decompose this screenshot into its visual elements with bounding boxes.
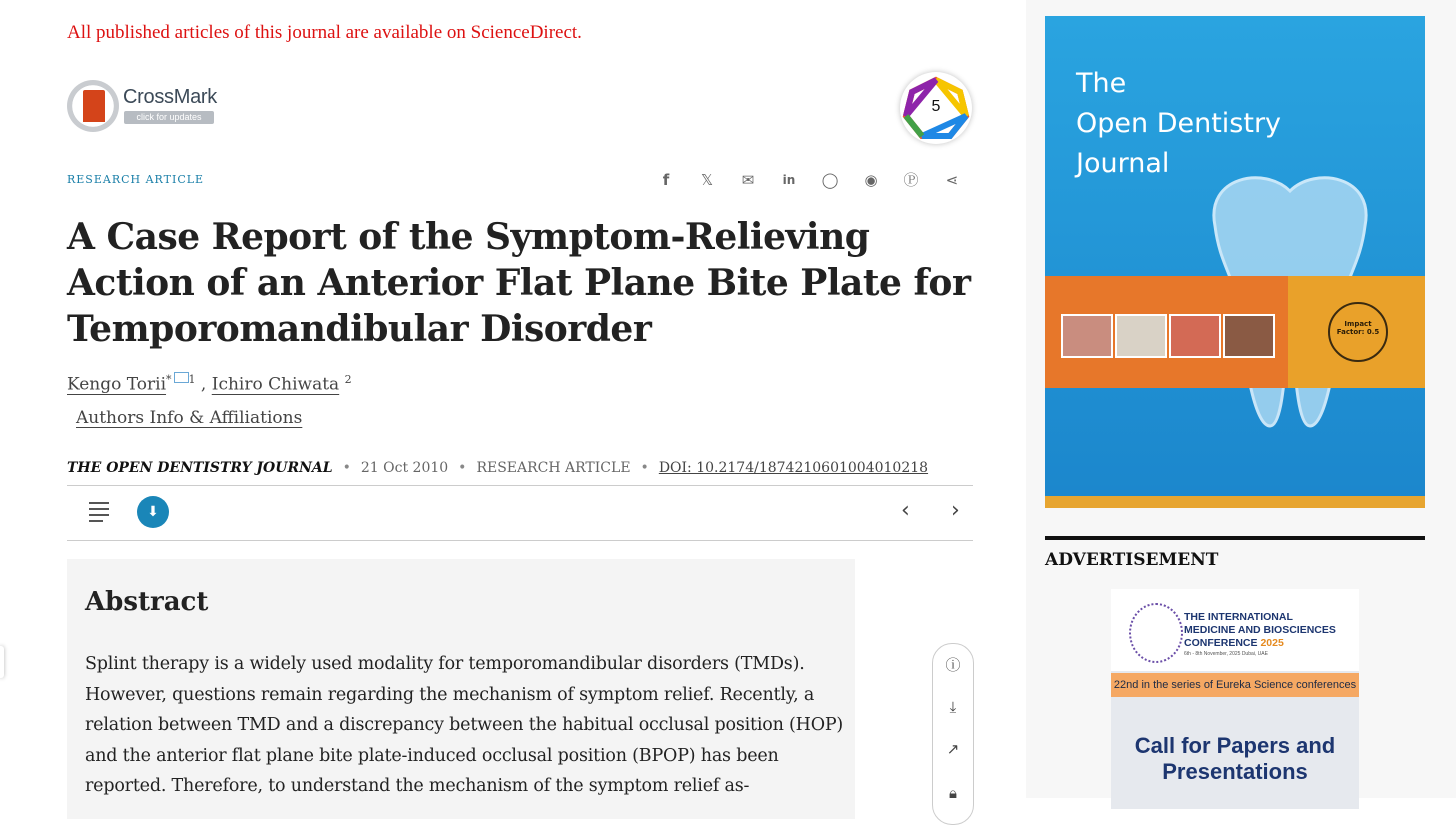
article-toolbar	[67, 486, 973, 541]
citation-reports-seal	[1328, 302, 1388, 362]
lock-icon[interactable]: 🔒︎	[949, 784, 957, 802]
article-meta: THE OPEN DENTISTRY JOURNAL • 21 Oct 2010 • RESEARCH ARTICLE • DOI: 10.2174/1874210601004010218	[67, 460, 929, 476]
affiliation-marker: 2	[344, 373, 352, 386]
meta-article-type: RESEARCH ARTICLE	[476, 460, 631, 476]
crossmark-badge[interactable]	[67, 80, 217, 134]
table-of-contents-icon[interactable]	[89, 502, 109, 522]
previous-article-icon[interactable]: ‹	[901, 498, 910, 523]
publish-date: 21 Oct 2010	[360, 460, 449, 476]
conference-logo-icon	[1129, 603, 1183, 663]
conference-advertisement[interactable]	[1111, 589, 1359, 809]
download-icon[interactable]: ⤓	[949, 698, 957, 716]
author-list: Kengo Torii* $^1$ , Ichiro Chiwata $^2$	[67, 373, 352, 395]
crossmark-bookmark-icon	[83, 90, 105, 122]
conference-name	[1184, 611, 1354, 650]
x-icon[interactable]: 𝕏	[700, 171, 714, 189]
ad-header	[1111, 589, 1359, 671]
facebook-icon[interactable]: f	[662, 171, 670, 189]
pdf-download-icon[interactable]: ⬇	[137, 496, 169, 528]
pinterest-icon[interactable]: Ⓟ	[903, 171, 919, 189]
crossmark-title: CrossMark	[123, 86, 217, 108]
wechat-icon[interactable]: ◉	[864, 171, 878, 189]
seal-text: Impact Factor: 0.5	[1336, 320, 1380, 336]
conference-series: 22nd in the series of Eureka Science conferences	[1111, 673, 1359, 697]
authors-info-link[interactable]: Authors Info & Affiliations	[76, 408, 303, 428]
journal-name[interactable]: THE OPEN DENTISTRY JOURNAL	[67, 460, 333, 476]
email-icon[interactable]	[174, 372, 189, 383]
doi-link[interactable]: DOI: 10.2174/1874210601004010218	[658, 460, 929, 476]
author-link[interactable]: Ichiro Chiwata	[211, 374, 340, 395]
cover-title-line: Journal	[1076, 148, 1170, 179]
metrics-trend-icon[interactable]: ↗	[946, 740, 960, 758]
cover-thumbnail	[1061, 314, 1113, 358]
linkedin-icon[interactable]: in	[782, 173, 796, 187]
dimensions-citation-badge[interactable]	[900, 72, 972, 144]
call-for-papers: Call for Papers and Presentations	[1134, 733, 1336, 784]
affiliation-marker: 1	[188, 373, 196, 386]
crossmark-subtitle: click for updates	[124, 111, 214, 124]
conference-name-line: THE INTERNATIONAL	[1184, 611, 1293, 623]
conference-name-line: CONFERENCE	[1184, 637, 1258, 649]
article-title: A Case Report of the Symptom-Relieving Action of an Anterior Flat Plane Bite Plate for Temporomandibular Disorder	[67, 216, 971, 350]
author-link[interactable]: Kengo Torii	[67, 374, 167, 395]
divider	[1045, 536, 1425, 540]
info-icon[interactable]: ⓘ	[945, 656, 961, 674]
cover-band	[1045, 276, 1425, 388]
cover-thumbnail	[1223, 314, 1275, 358]
journal-cover[interactable]	[1045, 16, 1425, 508]
cover-title-line: Open Dentistry	[1076, 108, 1282, 139]
conference-year: 2025	[1260, 637, 1284, 649]
conference-name-line: MEDICINE AND BIOSCIENCES	[1184, 624, 1336, 636]
whatsapp-icon[interactable]: ◯	[821, 171, 839, 189]
side-drawer-handle[interactable]	[0, 646, 4, 678]
cover-base-bar	[1045, 496, 1425, 508]
cover-photo-strip	[1045, 276, 1288, 388]
article-type-label[interactable]: RESEARCH ARTICLE	[67, 173, 205, 186]
next-article-icon[interactable]: ›	[951, 498, 960, 523]
cover-thumbnail	[1115, 314, 1167, 358]
share-icon[interactable]: ⋖	[945, 171, 959, 189]
email-icon[interactable]: ✉	[741, 171, 755, 189]
advertisement-label: ADVERTISEMENT	[1045, 550, 1219, 570]
cover-title-line: The	[1076, 68, 1127, 99]
conference-dates: 6th - 8th November, 2025 Dubai, UAE	[1184, 651, 1268, 657]
abstract-section	[67, 559, 855, 819]
sciencedirect-notice[interactable]: All published articles of this journal are available on ScienceDirect.	[67, 22, 582, 43]
dimensions-count: 5	[931, 98, 941, 115]
abstract-heading: Abstract	[85, 587, 209, 617]
corresponding-marker: *	[166, 373, 172, 386]
abstract-text: Splint therapy is a widely used modality for temporomandibular disorders (TMDs). However, questions remain regarding the mechanism of symptom relief. Recently, a relation between TMD and a discrepancy between the habitual occlusal position (HOP) and the anterior flat plane bite plate-induced occlusal position (BPOP) has been reported. Therefore, to understand the mechanism of the symptom relief as-	[85, 654, 844, 796]
cover-thumbnail	[1169, 314, 1221, 358]
